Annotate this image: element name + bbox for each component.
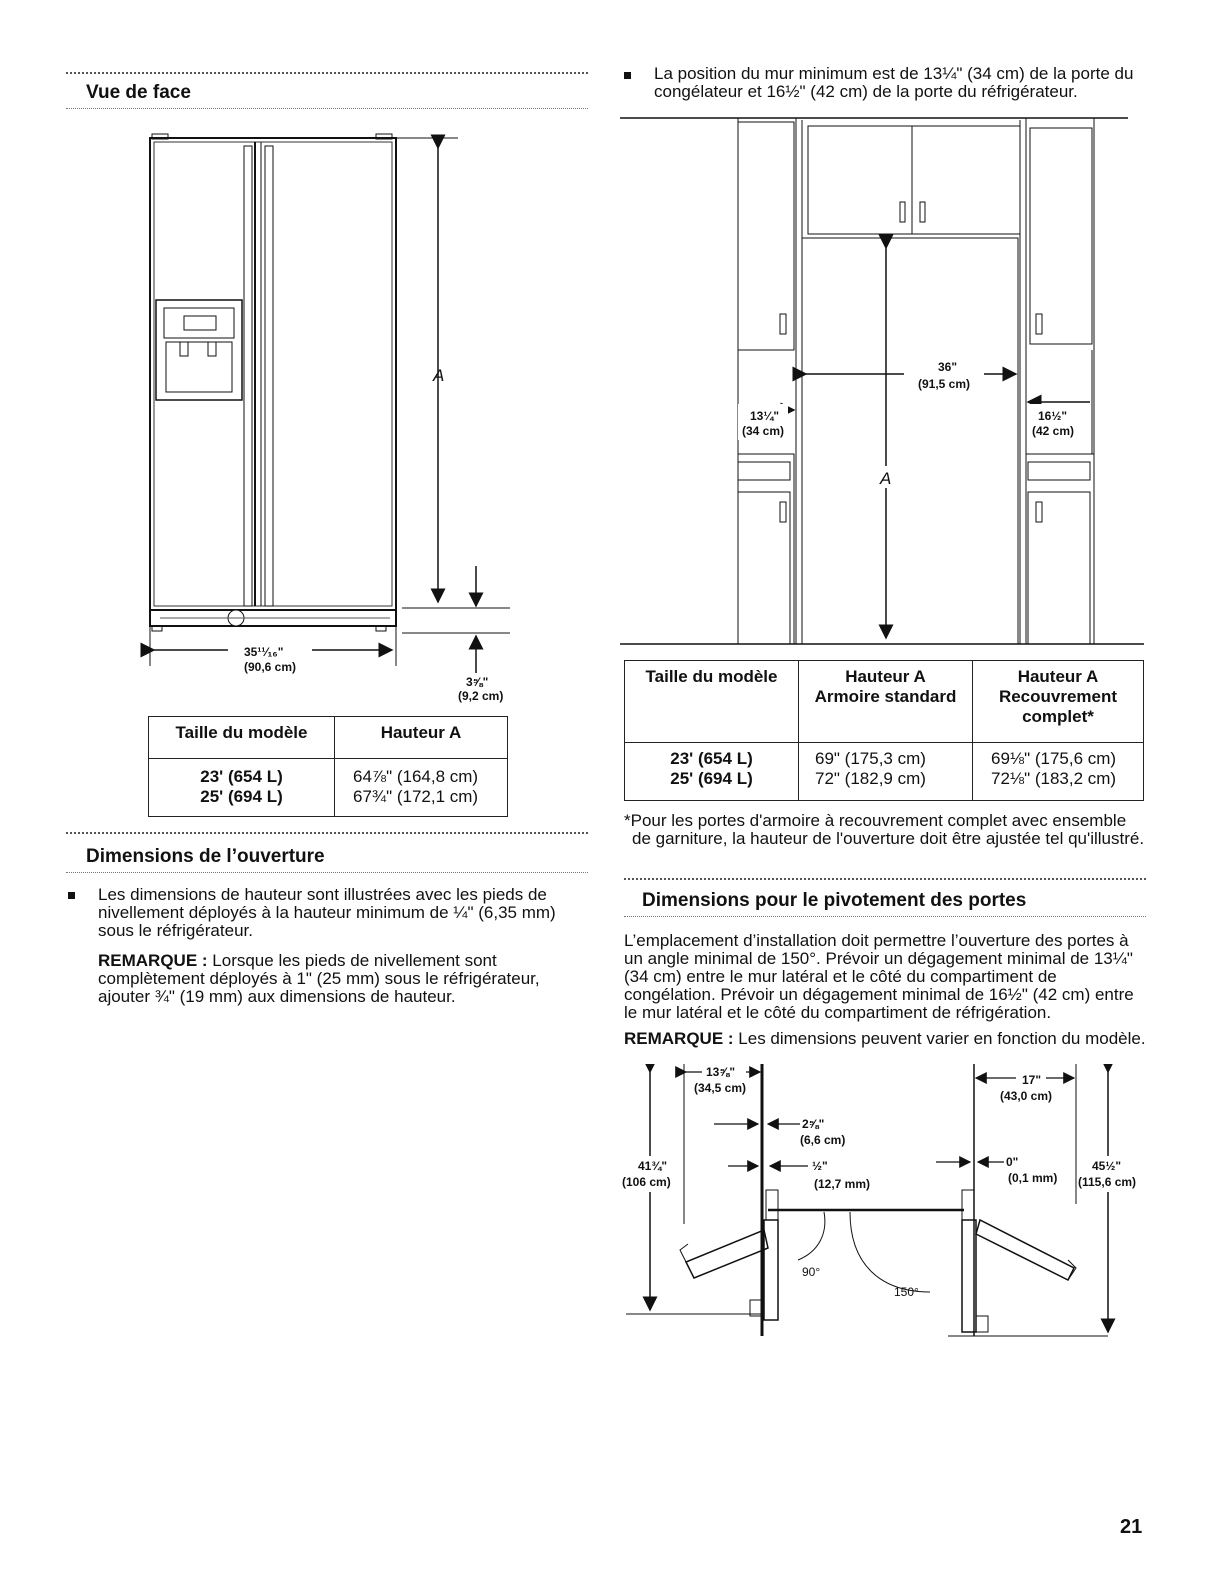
rule-top-left	[66, 72, 588, 74]
cell-standard: 72" (182,9 cm)	[815, 769, 926, 788]
wall-bullet-text: La position du mur minimum est de 13¼" (34 cm) de la porte du congélateur et 16½" (42 cm) de la porte du réfrigérateur.	[654, 64, 1134, 101]
rule-opening-top	[66, 832, 588, 834]
overlay-footnote: *Pour les portes d'armoire à recouvrement complet avec ensemble de garniture, la hauteur de l'ouverture doit être ajustée tel qu'illustré.	[624, 811, 1145, 848]
d1-in: 13⅝"	[706, 1065, 736, 1079]
front-width-cm: (90,6 cm)	[244, 660, 297, 674]
cell-height: 67¾" (172,1 cm)	[353, 787, 479, 806]
col-model: Taille du modèle	[149, 717, 335, 759]
table-row	[625, 743, 1144, 801]
opening-diagram	[618, 110, 1148, 650]
col-model: Taille du modèle	[625, 661, 799, 743]
d6-cm: (0,1 mm)	[1008, 1171, 1058, 1185]
left-clear-in: 13¼"	[750, 409, 780, 423]
d7-in: 45½"	[1092, 1159, 1122, 1173]
rule-swing-top	[624, 878, 1146, 880]
d2-cm: (6,6 cm)	[800, 1133, 846, 1147]
d2-in: 2⅝"	[802, 1117, 825, 1131]
angle-150: 150°	[894, 1285, 919, 1299]
front-clear-in: 3⅝"	[466, 675, 489, 689]
cell-overlay: 69⅛" (175,6 cm)	[991, 749, 1117, 768]
cell-model: 23' (654 L)	[200, 767, 283, 786]
bullet	[68, 892, 75, 899]
opening-table	[624, 660, 1144, 801]
dispenser	[156, 300, 242, 400]
note-text: Lorsque les pieds de nivellement sont complètement déployés à 1" (25 mm) sous le réfrigérateur, ajouter ¾" (19 mm) aux dimensions de hauteur.	[98, 951, 540, 1006]
cabinet-lower-left	[738, 454, 794, 644]
d6-in: 0"	[1006, 1155, 1019, 1169]
cell-model: 25' (694 L)	[200, 787, 283, 806]
rule-swing-under	[624, 916, 1146, 917]
heading-opening: Dimensions de l’ouverture	[86, 846, 325, 867]
opening-label-a: A	[880, 469, 892, 488]
front-label-a: A	[433, 366, 445, 385]
col-height: Hauteur A	[335, 717, 508, 759]
left-clear-cm: (34 cm)	[742, 424, 785, 438]
d3-cm: (12,7 mm)	[814, 1177, 871, 1191]
note-label: REMARQUE :	[98, 951, 208, 970]
col-overlay: Hauteur A Recouvrement complet*	[973, 661, 1144, 743]
rule-front-view-under	[66, 108, 588, 109]
right-clear-cm: (42 cm)	[1032, 424, 1075, 438]
d7-cm: (115,6 cm)	[1078, 1175, 1137, 1189]
cell-height: 64⅞" (164,8 cm)	[353, 767, 479, 786]
door-swing-diagram	[618, 1064, 1158, 1348]
opening-width-cm: (91,5 cm)	[918, 377, 971, 391]
d4-cm: (106 cm)	[622, 1175, 671, 1189]
cell-standard: 69" (175,3 cm)	[815, 749, 926, 768]
right-door-open	[976, 1220, 1074, 1280]
col-standard: Hauteur A Armoire standard	[799, 661, 973, 743]
note-text: Les dimensions peuvent varier en fonction du modèle.	[733, 1029, 1146, 1048]
heading-front-view: Vue de face	[86, 82, 191, 103]
opening-note	[98, 952, 578, 1006]
heading-door-swing: Dimensions pour le pivotement des portes	[642, 890, 1027, 911]
d3-in: ½"	[812, 1159, 828, 1173]
fridge-handle	[265, 146, 273, 606]
table-row	[149, 759, 508, 817]
left-door-side	[764, 1220, 778, 1320]
d1-cm: (34,5 cm)	[694, 1081, 747, 1095]
table-header-row	[149, 717, 508, 759]
rule-opening-under	[66, 872, 588, 873]
cabinet-upper-middle	[808, 126, 1020, 234]
cabinet-upper-right	[1030, 128, 1092, 344]
right-clear-in: 16½"	[1038, 409, 1068, 423]
cabinet-lower-right	[1026, 454, 1094, 644]
front-width-in: 35¹¹⁄₁₆"	[244, 645, 284, 659]
front-view-table	[148, 716, 508, 817]
cell-model: 25' (694 L)	[670, 769, 753, 788]
left-door-open	[686, 1230, 768, 1278]
opening-width-in: 36"	[938, 360, 958, 374]
page-number: 21	[1120, 1516, 1143, 1538]
table-header-row	[625, 661, 1144, 743]
right-hinge	[962, 1190, 974, 1220]
cell-overlay: 72⅛" (183,2 cm)	[991, 769, 1117, 788]
d5-in: 17"	[1022, 1073, 1042, 1087]
d4-in: 41¾"	[638, 1159, 668, 1173]
note-label: REMARQUE :	[624, 1029, 734, 1048]
door-swing-paragraph: L’emplacement d’installation doit permettre l’ouverture des portes à un angle minimal de 150°. Prévoir un dégagement minimal de 13¼" (34 cm) entre le mur latéral et le côté du compartiment de congélation. Prévoir un dégagement minimal de 16½" (42 cm) entre le mur latéral et le côté du compartiment de réfrigération.	[624, 931, 1134, 1022]
door-swing-note	[624, 1030, 1146, 1048]
bullet	[624, 72, 631, 79]
cell-model: 23' (654 L)	[670, 749, 753, 768]
opening-bullet-text: Les dimensions de hauteur sont illustrées avec les pieds de nivellement déployés à la hauteur minimum de ¼" (6,35 mm) sous le réfrigérateur.	[98, 885, 556, 940]
d5-cm: (43,0 cm)	[1000, 1089, 1053, 1103]
front-clear-cm: (9,2 cm)	[458, 689, 504, 703]
front-view-diagram	[140, 128, 520, 708]
left-hinge	[766, 1190, 778, 1220]
freezer-handle	[244, 146, 252, 606]
angle-90: 90°	[802, 1265, 821, 1279]
